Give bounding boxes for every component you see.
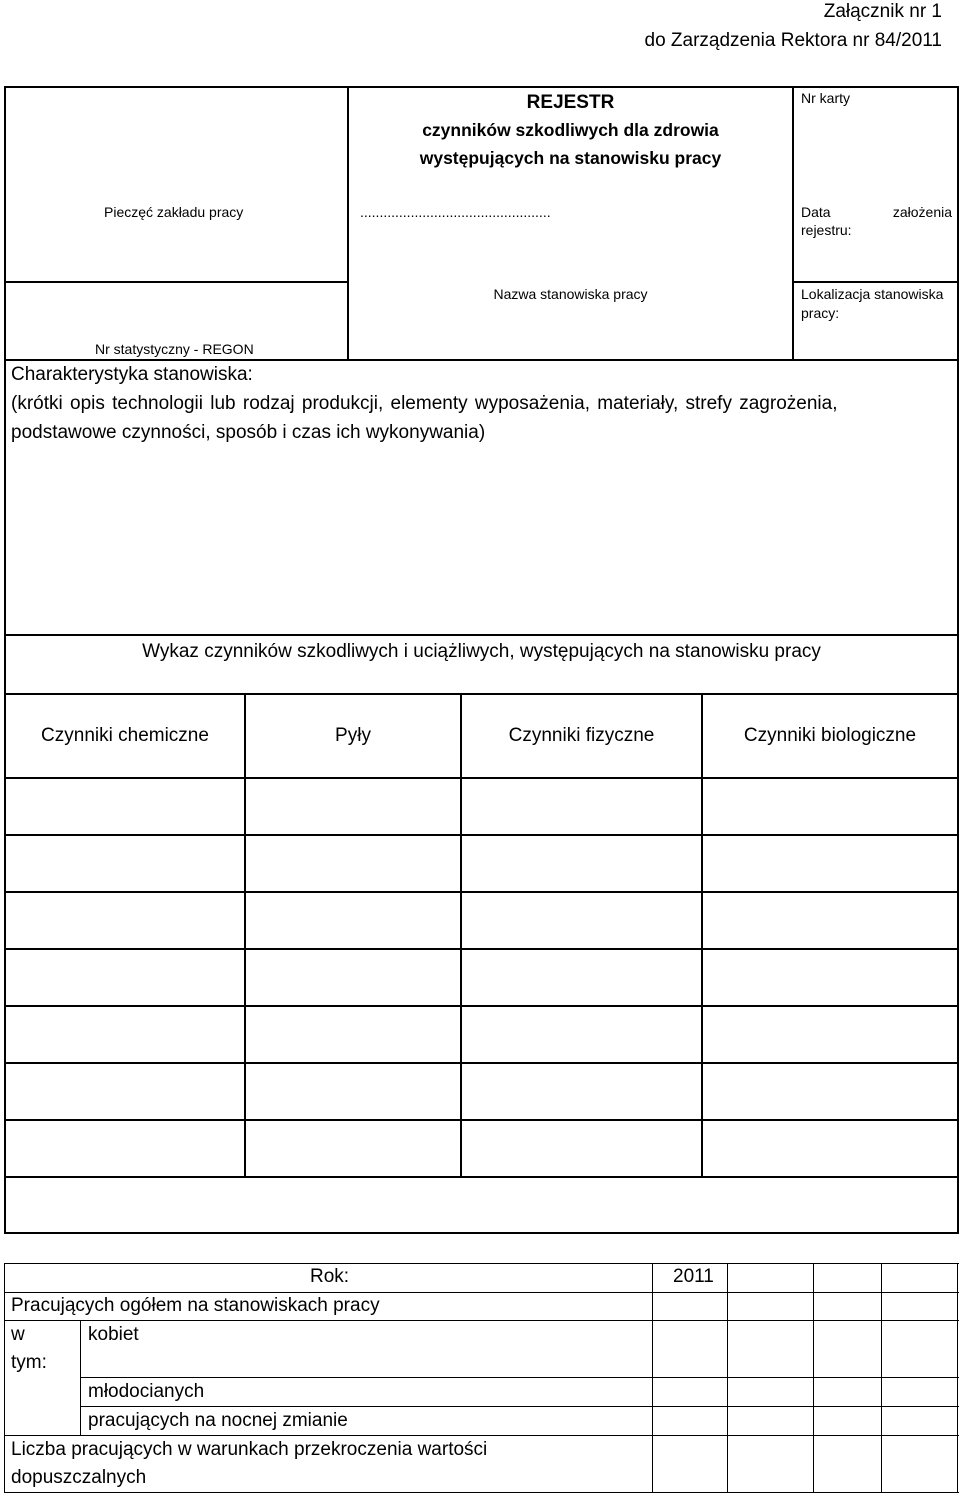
column-physical-factors: Czynniki fizyczne — [508, 725, 655, 746]
card-number-label: Nr karty — [801, 90, 850, 106]
location-label-line2: pracy: — [801, 305, 840, 321]
characteristics-description-line1: (krótki opis technologii lub rodzaj produkcji, elementy wyposażenia, materiały, strefy zagrożenia, — [11, 393, 838, 414]
regon-label: Nr statystyczny - REGON — [95, 341, 254, 357]
position-name-field[interactable]: ................................................. — [360, 204, 551, 220]
column-chemical-factors: Czynniki chemiczne — [41, 725, 209, 746]
register-date-label-part3: rejestru: — [801, 222, 852, 238]
of-which-label-line2: tym: — [11, 1352, 47, 1373]
table-row[interactable] — [6, 893, 956, 947]
register-subtitle-line2: występujących na stanowisku pracy — [419, 148, 722, 168]
attachment-reference: do Zarządzenia Rektora nr 84/2011 — [644, 30, 942, 51]
exceeded-limits-label-line1: Liczba pracujących w warunkach przekroczenia wartości — [11, 1439, 488, 1460]
exceeded-limits-label-line2: dopuszczalnych — [11, 1467, 147, 1488]
year-label: Rok: — [310, 1266, 350, 1287]
year-value: 2011 — [673, 1266, 714, 1287]
of-which-label-line1: w — [11, 1324, 25, 1345]
juveniles-label: młodocianych — [88, 1381, 205, 1402]
factors-table-title: Wykaz czynników szkodliwych i uciążliwych, występujących na stanowisku pracy — [142, 641, 821, 662]
table-row[interactable] — [6, 779, 956, 833]
characteristics-title: Charakterystyka stanowiska: — [11, 364, 253, 385]
location-label-line1: Lokalizacja stanowiska — [801, 286, 944, 302]
table-row[interactable] — [6, 1064, 956, 1118]
company-stamp-label: Pieczęć zakładu pracy — [104, 204, 244, 220]
night-shift-label: pracujących na nocnej zmianie — [88, 1410, 348, 1431]
total-employees-label: Pracujących ogółem na stanowiskach pracy — [11, 1295, 380, 1316]
table-row[interactable] — [6, 1007, 956, 1061]
column-dusts: Pyły — [335, 725, 371, 746]
table-row[interactable] — [6, 950, 956, 1004]
characteristics-description-line2: podstawowe czynności, sposób i czas ich wykonywania) — [11, 422, 486, 443]
attachment-number: Załącznik nr 1 — [823, 1, 942, 22]
table-row[interactable] — [6, 1121, 956, 1175]
register-subtitle-line1: czynników szkodliwych dla zdrowia — [422, 120, 719, 140]
column-biological-factors: Czynniki biologiczne — [743, 725, 917, 746]
register-date-label-part2: założenia — [892, 204, 952, 220]
position-name-label: Nazwa stanowiska pracy — [493, 286, 648, 302]
characteristics-input-area[interactable] — [6, 455, 956, 633]
register-date-label-part1: Data — [801, 204, 831, 220]
register-title: REJESTR — [526, 92, 615, 113]
women-label: kobiet — [88, 1324, 139, 1345]
table-row[interactable] — [6, 836, 956, 890]
